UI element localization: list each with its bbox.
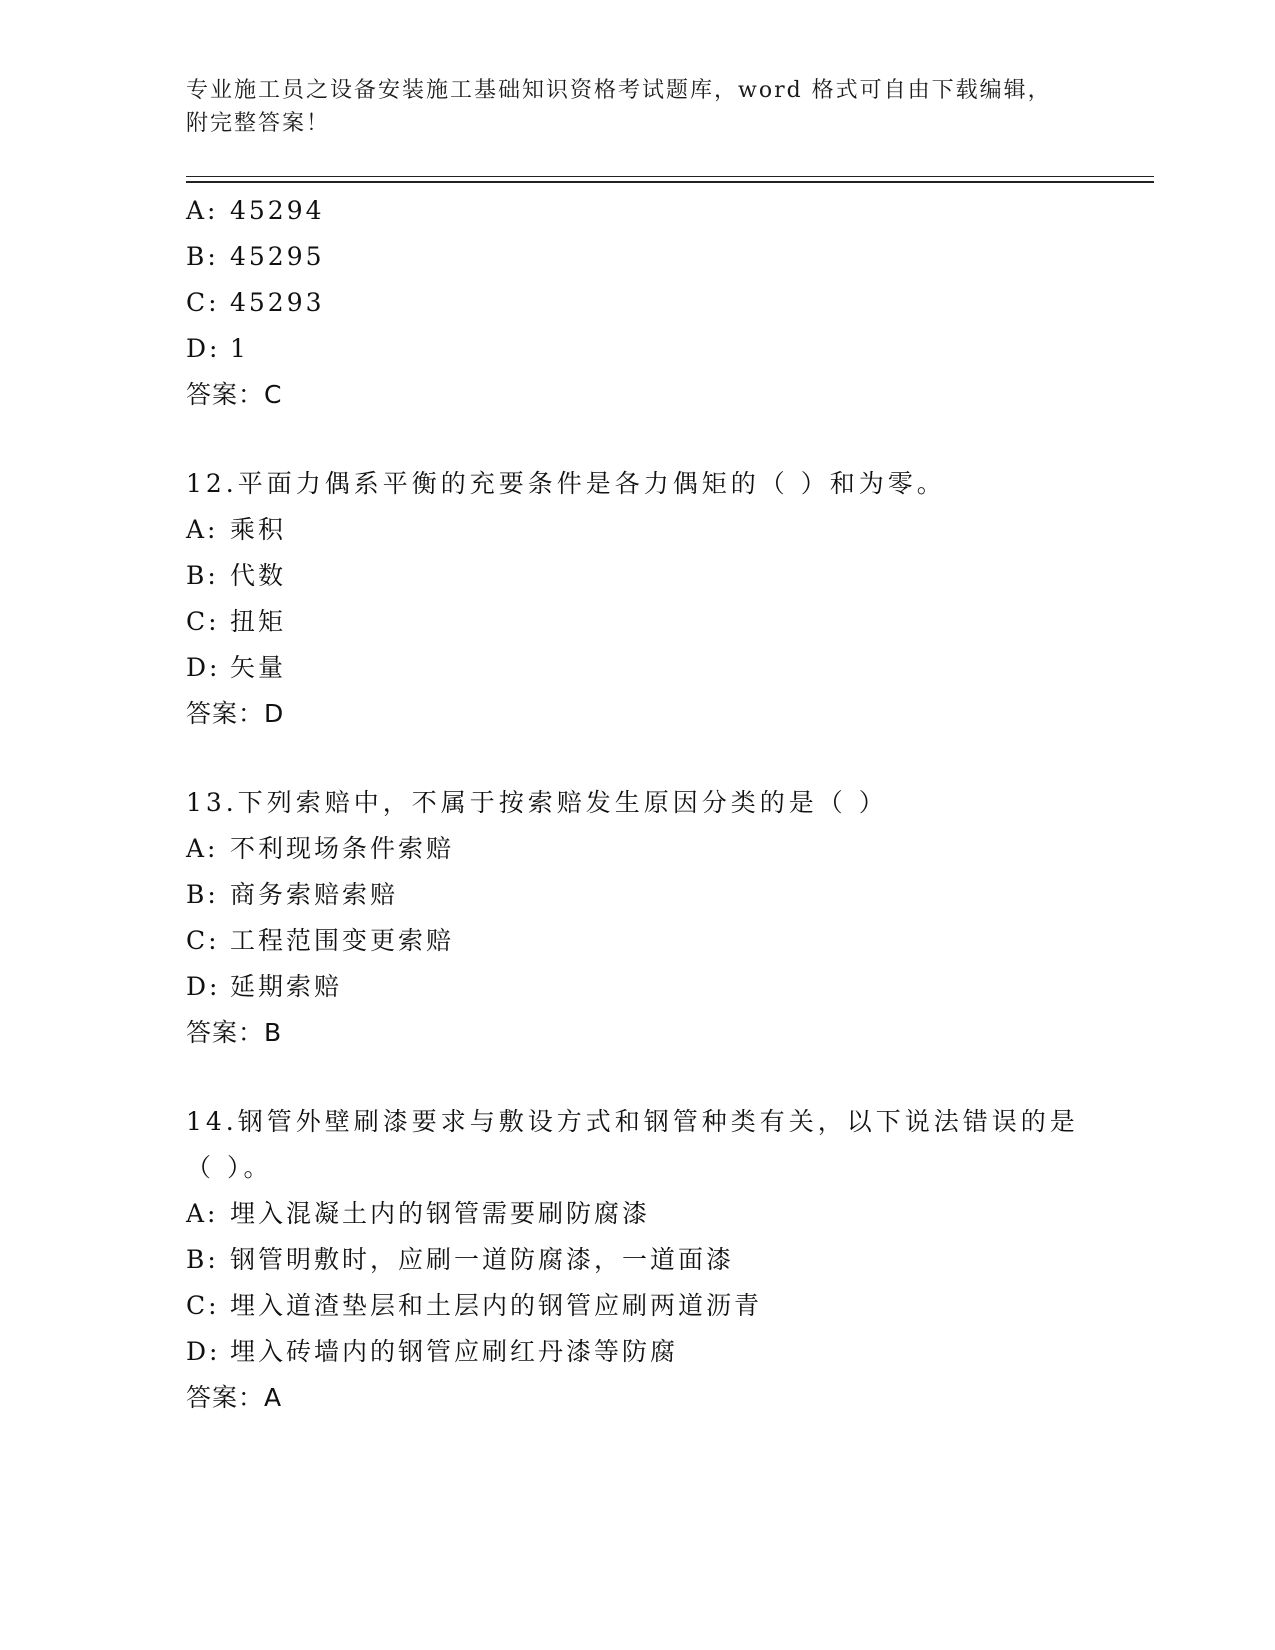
option-d: [186, 326, 1146, 372]
answer-line: 答案：B: [186, 1018, 283, 1047]
question-text-line-1: 14.钢管外壁刷漆要求与敷设方式和钢管种类有关，以下说法错误的是: [186, 1107, 1079, 1136]
question-12: [186, 461, 1146, 737]
option-text: 埋入砖墙内的钢管应刷红丹漆等防腐: [230, 1337, 679, 1366]
question-13: [186, 780, 1146, 1056]
option-text: 代数: [230, 561, 287, 590]
option-text: 商务索赔索赔: [230, 880, 399, 909]
option-text: 乘积: [230, 515, 287, 544]
option-c: [186, 599, 1146, 645]
question-list: [186, 188, 1146, 1421]
option-label: B:: [186, 1245, 219, 1274]
option-d: [186, 1329, 1146, 1375]
spacer: [186, 1056, 1146, 1099]
option-c: [186, 280, 1146, 326]
option-label: A:: [186, 515, 219, 544]
option-a: [186, 1191, 1146, 1237]
option-label: A:: [186, 834, 219, 863]
option-c: [186, 918, 1146, 964]
option-label: D:: [186, 972, 221, 1001]
option-text: 不利现场条件索赔: [230, 834, 455, 863]
option-b: [186, 1237, 1146, 1283]
option-label: B:: [186, 561, 219, 590]
option-b: [186, 234, 1146, 280]
option-label: D:: [186, 653, 221, 682]
question-text: 13.下列索赔中，不属于按索赔发生原因分类的是（ ）: [186, 788, 888, 817]
spacer: [186, 737, 1146, 780]
option-text: 延期索赔: [230, 972, 343, 1001]
option-label: B:: [186, 242, 219, 271]
question-14: [186, 1099, 1146, 1421]
option-label: C:: [186, 288, 220, 317]
header-line-2: 附完整答案！: [186, 111, 331, 136]
option-a: [186, 507, 1146, 553]
option-text: 45293: [230, 288, 325, 317]
option-label: D:: [186, 1337, 221, 1366]
option-label: A:: [186, 1199, 219, 1228]
question-text-line-2: （ ）。: [186, 1153, 273, 1182]
header-divider-bottom: [186, 181, 1154, 183]
option-label: C:: [186, 1291, 220, 1320]
option-a: [186, 188, 1146, 234]
option-d: [186, 645, 1146, 691]
option-b: [186, 553, 1146, 599]
document-header: [186, 74, 1086, 140]
option-label: A:: [186, 196, 219, 225]
option-d: [186, 964, 1146, 1010]
option-text: 埋入混凝土内的钢管需要刷防腐漆: [230, 1199, 651, 1228]
option-text: 扭矩: [230, 607, 287, 636]
header-divider-top: [186, 176, 1154, 177]
option-b: [186, 872, 1146, 918]
answer-line: 答案：D: [186, 699, 285, 728]
answer-line: 答案：C: [186, 380, 283, 409]
option-label: C:: [186, 926, 220, 955]
option-label: C:: [186, 607, 220, 636]
header-line-1: 专业施工员之设备安装施工基础知识资格考试题库，word 格式可自由下载编辑，: [186, 78, 1052, 103]
spacer: [186, 418, 1146, 461]
option-text: 矢量: [230, 653, 287, 682]
option-label: B:: [186, 880, 219, 909]
option-text: 钢管明敷时，应刷一道防腐漆，一道面漆: [230, 1245, 735, 1274]
answer-line: 答案：A: [186, 1383, 283, 1412]
option-c: [186, 1283, 1146, 1329]
question-text: 12.平面力偶系平衡的充要条件是各力偶矩的（ ）和为零。: [186, 469, 946, 498]
option-label: D:: [186, 334, 221, 363]
option-text: 工程范围变更索赔: [230, 926, 455, 955]
option-text: 45295: [230, 242, 325, 271]
question-11: [186, 188, 1146, 418]
option-a: [186, 826, 1146, 872]
option-text: 1: [230, 334, 249, 363]
option-text: 45294: [230, 196, 325, 225]
option-text: 埋入道渣垫层和土层内的钢管应刷两道沥青: [230, 1291, 763, 1320]
